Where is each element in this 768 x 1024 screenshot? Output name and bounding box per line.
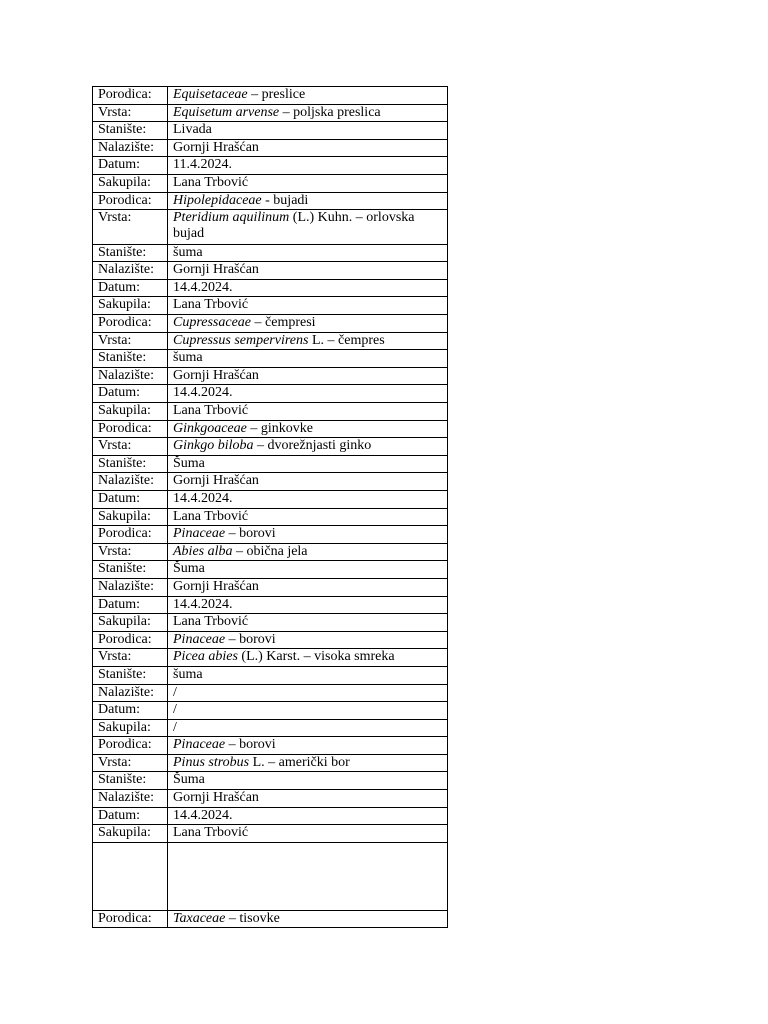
row-label: Nalazište: [93, 139, 168, 157]
row-label: Sakupila: [93, 614, 168, 632]
latin-name: Pteridium aquilinum [173, 210, 290, 226]
latin-name: Cupressaceae [173, 315, 252, 331]
value-text: – borovi [225, 631, 276, 647]
table-row [93, 210, 448, 245]
row-value [168, 596, 448, 614]
latin-name: Abies alba [173, 543, 233, 559]
table-row [93, 631, 448, 649]
table-row [93, 438, 448, 456]
row-label: Nalazište: [93, 262, 168, 280]
value-text: Gornji Hrašćan [173, 473, 259, 489]
row-value [168, 455, 448, 473]
value-text: (L.) Kuhn. – orlovska bujad [173, 210, 418, 242]
row-value [168, 87, 448, 105]
row-label: Stanište: [93, 666, 168, 684]
row-value [168, 279, 448, 297]
latin-name: Equisetum arvense [173, 104, 280, 120]
value-text: – borovi [225, 526, 276, 542]
row-value [168, 508, 448, 526]
value-text: Lana Trbović [173, 508, 249, 524]
row-label: Stanište: [93, 561, 168, 579]
row-value [168, 631, 448, 649]
row-value [168, 825, 448, 843]
latin-name: Ginkgo biloba [173, 438, 254, 454]
row-label: Stanište: [93, 122, 168, 140]
row-label: Datum: [93, 279, 168, 297]
table-row [93, 490, 448, 508]
table-row [93, 790, 448, 808]
value-text: – poljska preslica [279, 104, 381, 120]
row-label: Datum: [93, 702, 168, 720]
table-row [93, 262, 448, 280]
row-value [168, 702, 448, 720]
row-value [168, 666, 448, 684]
latin-name: Cupressus sempervirens [173, 332, 309, 348]
table-row [93, 420, 448, 438]
table-row [93, 684, 448, 702]
value-text: šuma [173, 244, 203, 260]
row-value [168, 737, 448, 755]
row-label: Vrsta: [93, 332, 168, 350]
row-value [168, 649, 448, 667]
value-text: Lana Trbović [173, 614, 249, 630]
value-text: / [173, 719, 177, 735]
row-label: Sakupila: [93, 825, 168, 843]
value-text: Šuma [173, 772, 205, 788]
table-row [93, 139, 448, 157]
row-value [168, 490, 448, 508]
table-row [93, 666, 448, 684]
row-value [168, 210, 448, 245]
row-label [93, 842, 168, 910]
row-label: Porodica: [93, 315, 168, 333]
row-value [168, 262, 448, 280]
table-row [93, 455, 448, 473]
row-value [168, 244, 448, 262]
row-value [168, 157, 448, 175]
value-text: - bujadi [261, 192, 309, 208]
table-row [93, 332, 448, 350]
value-text: Gornji Hrašćan [173, 139, 259, 155]
value-text: / [173, 702, 177, 718]
value-text: Lana Trbović [173, 825, 249, 841]
row-label: Sakupila: [93, 174, 168, 192]
table-row [93, 807, 448, 825]
row-label: Porodica: [93, 192, 168, 210]
latin-name: Pinaceae [173, 737, 226, 753]
value-text: 14.4.2024. [173, 490, 233, 506]
row-label: Porodica: [93, 87, 168, 105]
herbarium-table-body [93, 87, 448, 928]
row-label: Sakupila: [93, 297, 168, 315]
table-row [93, 526, 448, 544]
row-label: Sakupila: [93, 719, 168, 737]
table-row [93, 244, 448, 262]
row-value [168, 332, 448, 350]
row-value [168, 473, 448, 491]
value-text: šuma [173, 666, 203, 682]
row-value [168, 790, 448, 808]
row-value [168, 350, 448, 368]
table-row [93, 702, 448, 720]
row-label: Nalazište: [93, 578, 168, 596]
table-row [93, 350, 448, 368]
row-label: Stanište: [93, 455, 168, 473]
value-text: Šuma [173, 561, 205, 577]
value-text: Lana Trbović [173, 403, 249, 418]
value-text: 14.4.2024. [173, 385, 233, 401]
table-row [93, 614, 448, 632]
row-label: Sakupila: [93, 403, 168, 421]
row-label: Porodica: [93, 420, 168, 438]
value-text: Gornji Hrašćan [173, 578, 259, 594]
value-text: L. – čempres [308, 332, 385, 348]
latin-name: Pinaceae [173, 526, 226, 542]
table-row [93, 157, 448, 175]
row-value [168, 910, 448, 928]
row-value [168, 561, 448, 579]
latin-name: Hipolepidaceae [173, 192, 262, 208]
row-value [168, 438, 448, 456]
herbarium-table [92, 86, 448, 928]
row-value [168, 754, 448, 772]
value-text: Livada [173, 122, 212, 138]
row-value [168, 684, 448, 702]
value-text: – borovi [225, 737, 276, 753]
latin-name: Ginkgoaceae [173, 420, 247, 436]
table-row [93, 104, 448, 122]
row-label: Vrsta: [93, 649, 168, 667]
table-row [93, 578, 448, 596]
row-label: Datum: [93, 596, 168, 614]
row-label: Vrsta: [93, 754, 168, 772]
row-value [168, 719, 448, 737]
table-row [93, 508, 448, 526]
row-label: Vrsta: [93, 104, 168, 122]
row-label: Nalazište: [93, 473, 168, 491]
table-row [93, 842, 448, 910]
value-text: Gornji Hrašćan [173, 790, 259, 806]
row-value [168, 614, 448, 632]
row-value [168, 403, 448, 421]
value-text: (L.) Karst. – visoka smreka [237, 649, 395, 665]
value-text: – čempresi [251, 315, 316, 331]
table-row [93, 297, 448, 315]
row-label: Vrsta: [93, 438, 168, 456]
row-value [168, 385, 448, 403]
table-row [93, 367, 448, 385]
value-text: 14.4.2024. [173, 596, 233, 612]
row-value [168, 420, 448, 438]
value-text: – preslice [247, 87, 306, 102]
row-label: Porodica: [93, 526, 168, 544]
value-text: – ginkovke [246, 420, 313, 436]
value-text: Gornji Hrašćan [173, 367, 259, 383]
table-row [93, 122, 448, 140]
value-text: 11.4.2024. [173, 157, 232, 173]
value-text: Lana Trbović [173, 174, 249, 190]
value-text: L. – američki bor [249, 754, 350, 770]
row-value [168, 315, 448, 333]
row-label: Datum: [93, 490, 168, 508]
table-row [93, 87, 448, 105]
row-value [168, 104, 448, 122]
table-row [93, 279, 448, 297]
row-label: Stanište: [93, 772, 168, 790]
table-row [93, 561, 448, 579]
value-text: – tisovke [225, 910, 280, 926]
table-row [93, 825, 448, 843]
table-row [93, 772, 448, 790]
value-text: Lana Trbović [173, 297, 249, 313]
row-label: Nalazište: [93, 684, 168, 702]
row-value [168, 543, 448, 561]
row-label: Porodica: [93, 631, 168, 649]
value-text: – dvorežnjasti ginko [253, 438, 372, 454]
latin-name: Picea abies [173, 649, 238, 665]
table-row [93, 737, 448, 755]
latin-name: Equisetaceae [173, 87, 248, 102]
value-text: 14.4.2024. [173, 807, 233, 823]
value-text: Gornji Hrašćan [173, 262, 259, 278]
table-row [93, 192, 448, 210]
latin-name: Taxaceae [173, 910, 226, 926]
value-text: 14.4.2024. [173, 279, 233, 295]
row-value [168, 297, 448, 315]
table-row [93, 719, 448, 737]
row-value [168, 526, 448, 544]
table-row [93, 473, 448, 491]
table-row [93, 543, 448, 561]
row-label: Vrsta: [93, 210, 168, 245]
row-value [168, 842, 448, 910]
row-label: Stanište: [93, 244, 168, 262]
value-text: šuma [173, 350, 203, 366]
row-label: Stanište: [93, 350, 168, 368]
latin-name: Pinaceae [173, 631, 226, 647]
row-label: Datum: [93, 807, 168, 825]
row-label: Datum: [93, 157, 168, 175]
row-value [168, 174, 448, 192]
table-row [93, 174, 448, 192]
row-label: Nalazište: [93, 367, 168, 385]
row-label: Nalazište: [93, 790, 168, 808]
latin-name: Pinus strobus [173, 754, 250, 770]
table-row [93, 649, 448, 667]
row-value [168, 367, 448, 385]
table-row [93, 596, 448, 614]
row-value [168, 192, 448, 210]
value-text: / [173, 684, 177, 700]
table-row [93, 385, 448, 403]
row-label: Datum: [93, 385, 168, 403]
value-text: – obična jela [232, 543, 308, 559]
row-value [168, 122, 448, 140]
table-row [93, 910, 448, 928]
row-value [168, 139, 448, 157]
row-value [168, 578, 448, 596]
table-row [93, 754, 448, 772]
table-row [93, 315, 448, 333]
value-text: Šuma [173, 455, 205, 471]
row-label: Porodica: [93, 910, 168, 928]
row-label: Sakupila: [93, 508, 168, 526]
row-value [168, 807, 448, 825]
row-label: Porodica: [93, 737, 168, 755]
table-row [93, 403, 448, 421]
row-label: Vrsta: [93, 543, 168, 561]
row-value [168, 772, 448, 790]
